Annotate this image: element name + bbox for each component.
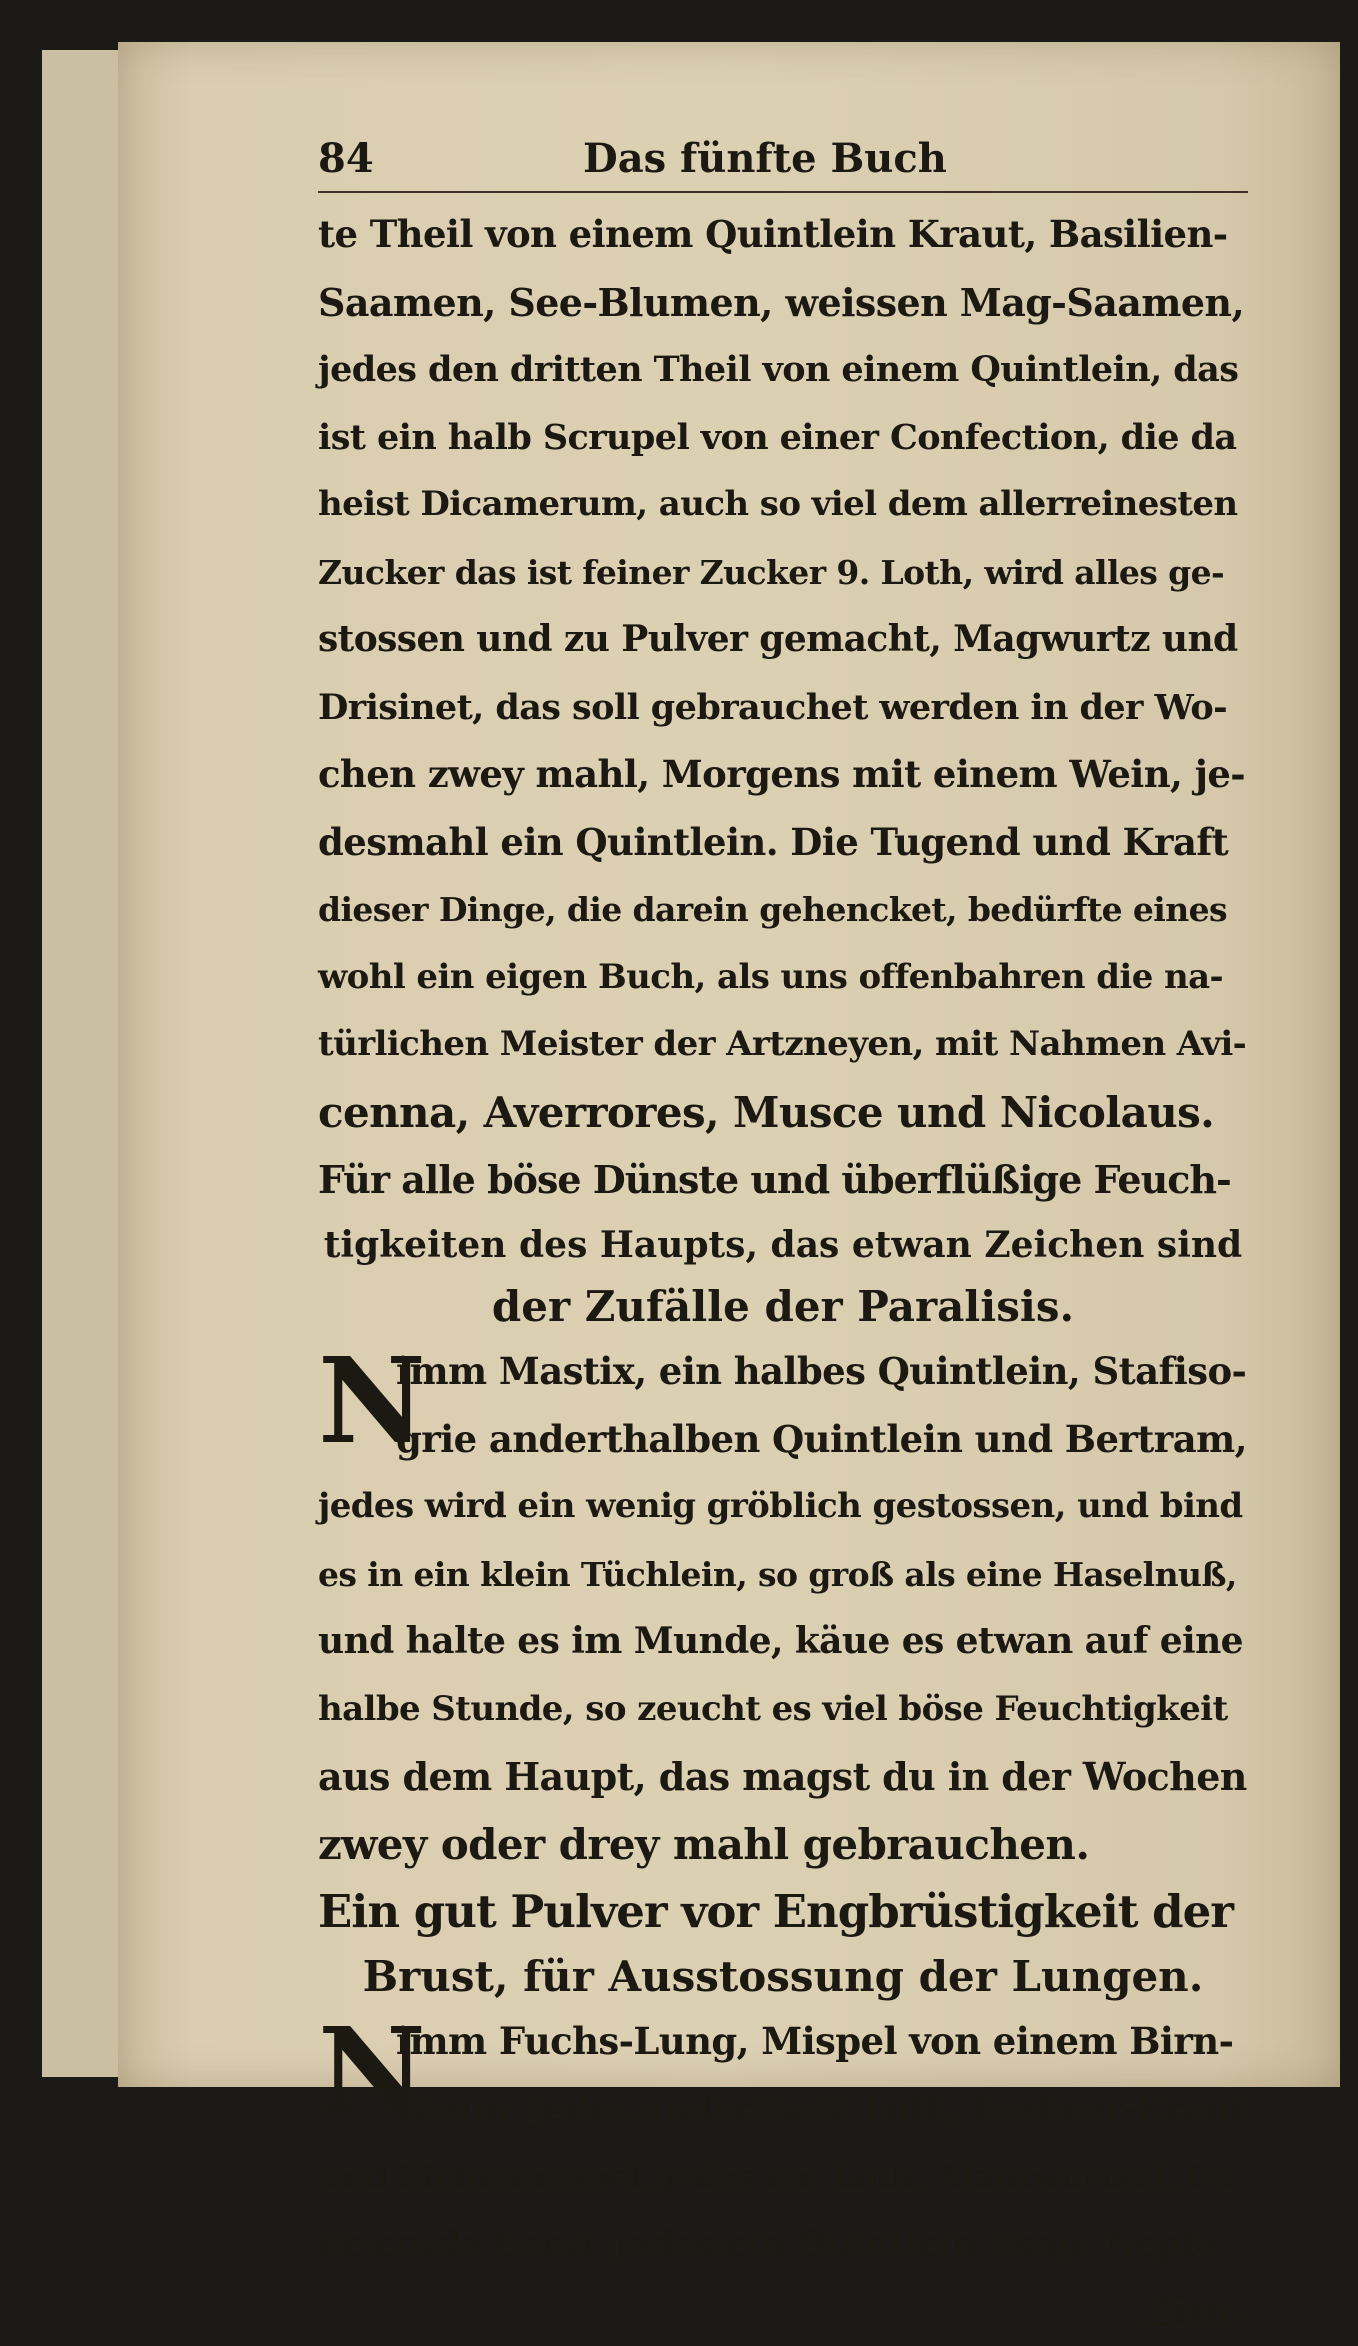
intro-paragraph <box>318 201 1248 1146</box>
text-line: dieser Dinge, die darein gehencket, bedürfte eines <box>318 890 1227 929</box>
page-content <box>318 135 1248 2346</box>
text-line: türlichen Meister der Artzneyen, mit Nahmen Avi- <box>318 1024 1247 1064</box>
text-line: Saamen, See-Blumen, weissen Mag-Saamen, <box>318 279 1245 325</box>
text-line: und Eichenmispel, jedes ein Loth, Alantwurtzel, Os <box>318 2157 1233 2196</box>
text-line: desmahl ein Quintlein. Die Tugend und Kraft <box>318 819 1229 864</box>
text-line: te Theil von einem Quintlein Kraut, Basilien- <box>318 212 1228 256</box>
text-line: halbe Stunde, so zeucht es viel böse Feuchtigkeit <box>318 1688 1228 1729</box>
page-number: 84 <box>318 135 374 182</box>
text-line: jedes den dritten Theil von einem Quintlein, das <box>318 349 1239 390</box>
text-line: Baum, jedes anderthalb Loth, Lorbeer-Kraut <box>396 2088 1247 2130</box>
text-line: cenna, Averrores, Musce und Nicolaus. <box>318 1087 1215 1137</box>
text-line: wohl ein eigen Buch, als uns offenbahren die na- <box>318 956 1224 997</box>
text-line: und halte es im Munde, käue es etwan auf eine <box>318 1620 1243 1662</box>
recipe-paragraph <box>318 2001 1248 2278</box>
running-header <box>318 135 1248 193</box>
running-title: Das fünfte Buch <box>583 135 947 182</box>
text-line: heist Dicamerum, auch so viel dem allerreinesten <box>318 484 1238 524</box>
section-heading: Für alle böse Dünste und überflüßige Feuch- <box>318 1157 1231 1202</box>
section-heading-continuation: tigkeiten des Haupts, das etwan Zeichen sind <box>323 1224 1243 1266</box>
section-vapours <box>318 1146 1248 1878</box>
drop-initial: N <box>318 1331 426 1470</box>
text-line: chen zwey mahl, Morgens mit einem Wein, je- <box>318 752 1246 796</box>
text-line: ist ein halb Scrupel von einer Confection, die da <box>318 416 1237 458</box>
text-line: Drisinet, das soll gebrauchet werden in der Wo- <box>318 686 1227 728</box>
text-line: imm Mastix, ein halbes Quintlein, Stafiso- <box>396 1349 1247 1393</box>
text-line: stossen und zu Pulver gemacht, Magwurtz und <box>318 618 1238 660</box>
recipe-paragraph <box>318 1331 1248 1878</box>
section-powder <box>318 1878 1248 2346</box>
text-line: de corde Cervi, jedes ein Quintlein, Isop, Nepte, <box>318 2223 1231 2265</box>
text-line: zwey oder drey mahl gebrauchen. <box>318 1819 1090 1869</box>
catchword: Zim- <box>1141 2287 1248 2336</box>
text-line: grie anderthalben Quintlein und Bertram, <box>396 1416 1247 1461</box>
section-heading-continuation: der Zufälle der Paralisis. <box>491 1282 1075 1331</box>
text-line: jedes wird ein wenig gröblich gestossen, und bind <box>318 1486 1243 1526</box>
section-heading-continuation: Brust, für Ausstossung der Lungen. <box>362 1952 1204 2001</box>
text-line: Zucker das ist feiner Zucker 9. Loth, wird alles ge- <box>318 552 1225 592</box>
section-heading: Ein gut Pulver vor Engbrüstigkeit der <box>318 1885 1233 1938</box>
drop-initial: N <box>318 2001 426 2140</box>
text-line: imm Fuchs-Lung, Mispel von einem Birn- <box>396 2019 1234 2063</box>
text-line: aus dem Haupt, das magst du in der Wochen <box>318 1754 1247 1799</box>
text-line: es in ein klein Tüchlein, so groß als eine Haselnuß, <box>318 1554 1237 1594</box>
